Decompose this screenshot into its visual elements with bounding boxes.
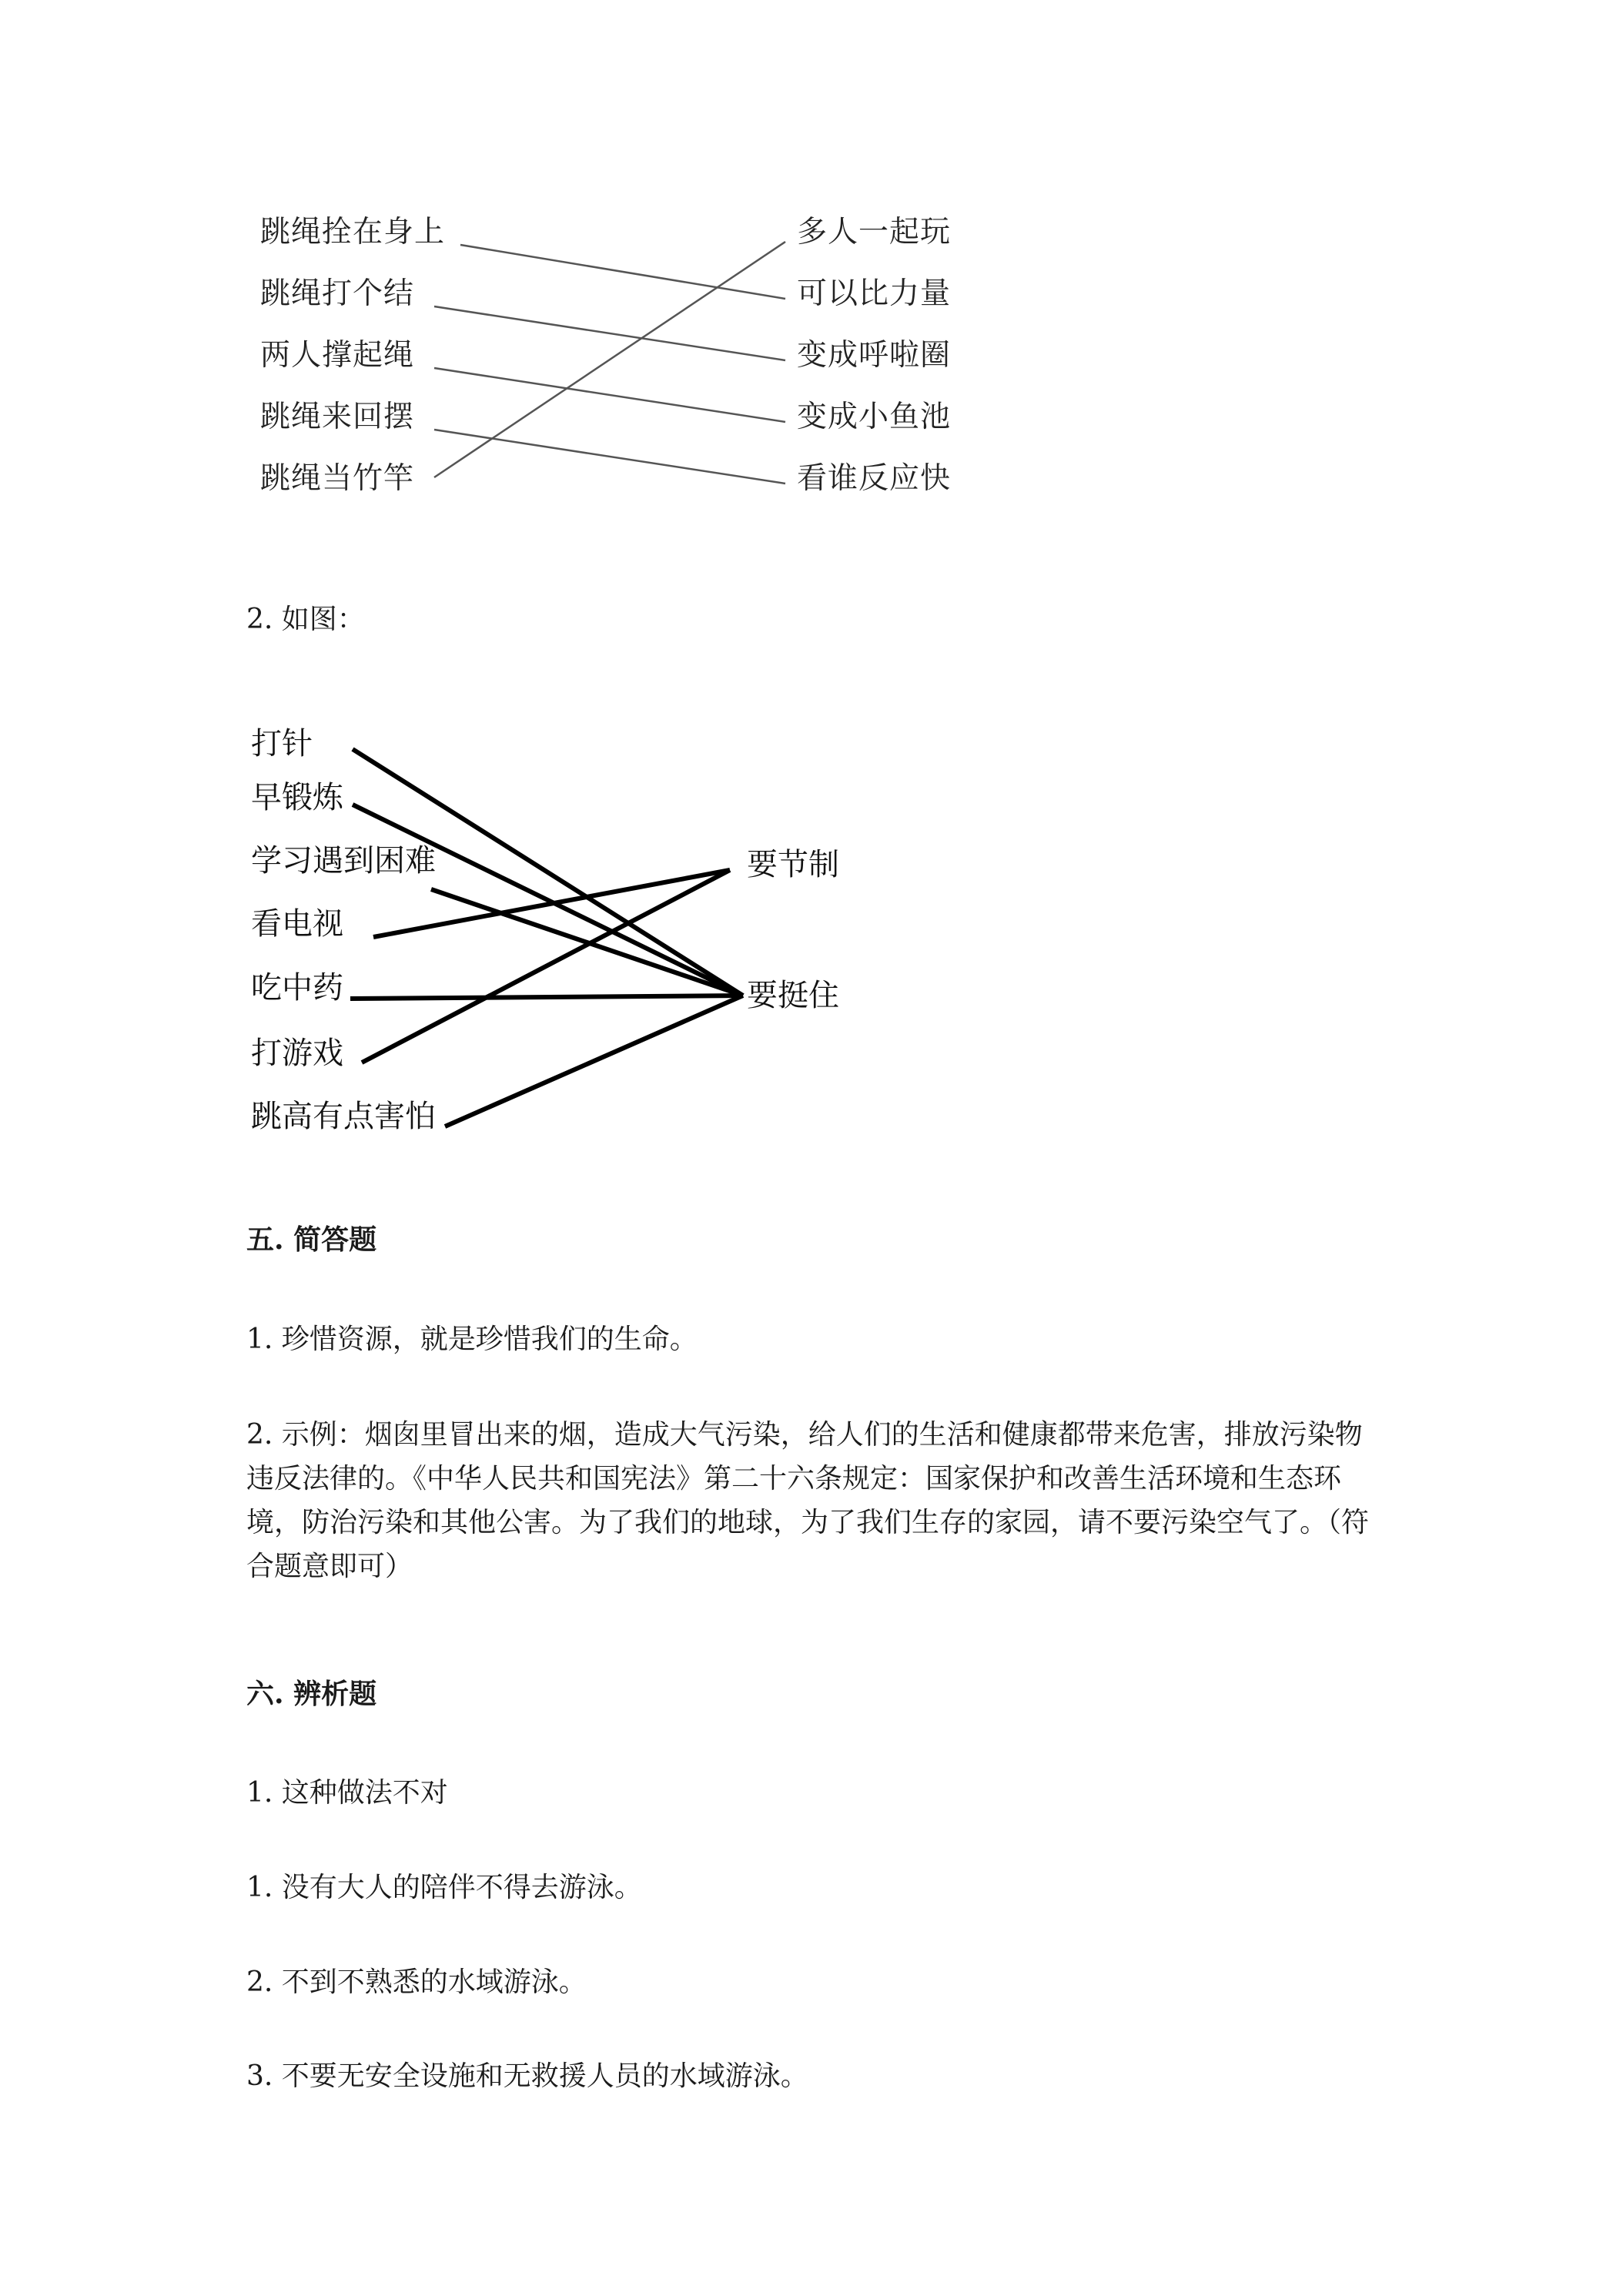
right-item-5: 看谁反应快 (797, 461, 952, 496)
connector-line-3 (434, 368, 785, 422)
left-item-7: 跳高有点害怕 (251, 1099, 436, 1134)
connector-line-4 (434, 430, 785, 484)
left-item-3: 两人撑起绳 (260, 338, 415, 373)
left-item-1: 跳绳拴在身上 (260, 215, 446, 249)
right-item-2: 可以比力量 (797, 276, 952, 311)
left-item-4: 跳绳来回摆 (260, 400, 415, 434)
answer-2-line-3: 境，防治污染和其他公害。为了我们的地球，为了我们生存的家园，请不要污染空气了。（符 (246, 1507, 1370, 1538)
connector-line-5 (434, 242, 785, 477)
answer-2-line-4: 合题意即可） (246, 1551, 413, 1582)
right-item-1: 多人一起玩 (797, 215, 952, 249)
section-6-item-3: 3. 不要无安全设施和无救援人员的水域游泳。 (246, 2060, 808, 2092)
section-6-answer-1: 1. 这种做法不对 (246, 1777, 448, 1809)
connector-lines (239, 712, 855, 1151)
right-item-3: 变成呼啦圈 (797, 338, 952, 373)
right-item-1: 要节制 (747, 847, 839, 882)
connector-line-7 (445, 996, 743, 1126)
left-item-5: 跳绳当竹竿 (260, 461, 415, 496)
section-2-label: 2. 如图： (246, 604, 365, 635)
left-item-5: 吃中药 (251, 970, 343, 1006)
answer-2-line-1: 2. 示例：烟囱里冒出来的烟，造成大气污染，给人们的生活和健康都带来危害，排放污染物 (246, 1419, 1363, 1451)
right-item-2: 要挺住 (747, 978, 839, 1013)
left-item-3: 学习遇到困难 (251, 843, 436, 879)
section-5-answer-2 (246, 1413, 1386, 1588)
connector-line-1 (353, 749, 743, 996)
section-5-answer-1: 1. 珍惜资源，就是珍惜我们的生命。 (246, 1324, 698, 1355)
left-item-2: 早锻炼 (251, 780, 343, 815)
matching-diagram-selfcontrol (239, 712, 855, 1151)
section-6-item-1: 1. 没有大人的陪伴不得去游泳。 (246, 1872, 642, 1903)
connector-line-5 (350, 996, 743, 999)
left-item-1: 打针 (251, 726, 313, 761)
left-item-6: 打游戏 (251, 1036, 343, 1071)
section-5-heading: 五. 简答题 (246, 1223, 377, 1256)
section-6-item-2: 2. 不到不熟悉的水域游泳。 (246, 1966, 587, 1998)
connector-lines (254, 208, 962, 508)
answer-2-line-2: 违反法律的。《中华人民共和国宪法》第二十六条规定：国家保护和改善生活环境和生态环 (246, 1463, 1342, 1494)
matching-diagram-rope (254, 208, 962, 508)
connector-line-2 (434, 306, 785, 360)
section-6-heading: 六. 辨析题 (246, 1678, 377, 1710)
right-item-4: 变成小鱼池 (797, 400, 952, 434)
left-item-4: 看电视 (251, 906, 343, 942)
connector-line-1 (460, 245, 785, 299)
connector-line-4 (373, 870, 730, 937)
left-item-2: 跳绳打个结 (260, 276, 415, 311)
